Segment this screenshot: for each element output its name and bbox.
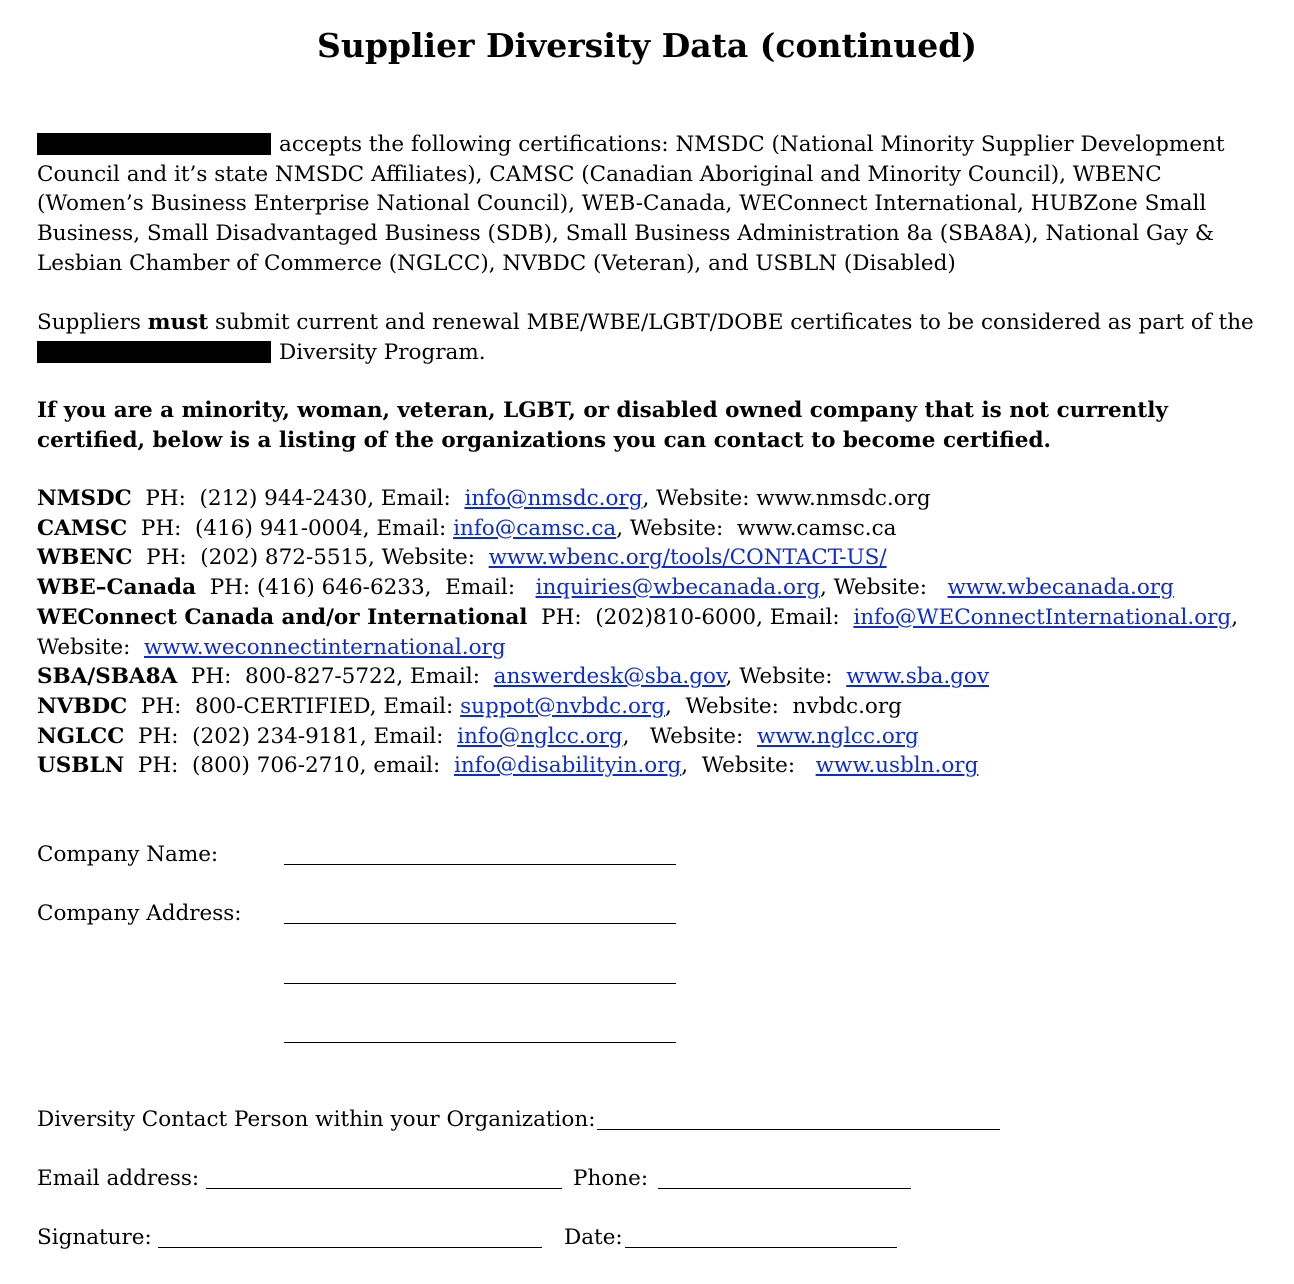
certifications-text: accepts the following certifications: NMSDC (National Minority Supplier Development Council and it’s state NMSDC Affiliates), CAMSC (Canadian Aboriginal and Minority Council), WBENC (Women’s Business Enterprise National Council), WEB-Canada, WEConnect International, HUBZone Small Business, Small Disadvantaged Business (SDB), Small Business Administration 8a (SBA8A), National Gay & Lesbian Chamber of Commerce (NGLCC), NVBDC (Veteran), and USBLN (Disabled) <box>37 132 1225 276</box>
org-nmsdc: NMSDC PH: (212) 944-2430, Email: info@nmsdc.org, Website: www.nmsdc.org <box>37 486 931 511</box>
phone-label: Phone: <box>573 1166 649 1191</box>
date-field[interactable] <box>625 1247 897 1248</box>
company-name-label: Company Name: <box>37 842 219 867</box>
org-weconnect-website: Website: www.weconnectinternational.org <box>37 634 506 660</box>
requirement-paragraph: Suppliers must submit current and renewal MBE/WBE/LGBT/DOBE certificates to be considered as part of the Diversity Program. <box>37 310 1254 365</box>
org-usbln: USBLN PH: (800) 706-2710, email: info@disabilityin.org, Website: www.usbln.org <box>37 753 979 779</box>
org-wbe-canada: WBE–Canada PH: (416) 646-6233, Email: inquiries@wbecanada.org, Website: www.wbecanada.org <box>37 575 1174 601</box>
company-address-field-3[interactable] <box>284 1042 676 1043</box>
usbln-email-link[interactable]: info@disabilityin.org <box>453 753 682 779</box>
nvbdc-email-link[interactable]: suppot@nvbdc.org <box>460 693 666 719</box>
wbecanada-website-link[interactable]: www.wbecanada.org <box>947 575 1174 601</box>
wbecanada-email-link[interactable]: inquiries@wbecanada.org <box>535 575 820 601</box>
org-sba: SBA/SBA8A PH: 800-827-5722, Email: answerdesk@sba.gov, Website: www.sba.gov <box>37 664 990 690</box>
weconnect-email-link[interactable]: info@WEConnectInternational.org <box>853 604 1232 630</box>
org-nvbdc: NVBDC PH: 800-CERTIFIED, Email: suppot@nvbdc.org, Website: nvbdc.org <box>37 693 902 719</box>
redacted-company-name <box>37 133 271 155</box>
company-name-field[interactable] <box>284 864 676 865</box>
signature-label: Signature: <box>37 1225 152 1250</box>
phone-field[interactable] <box>658 1188 911 1189</box>
sba-website-link[interactable]: www.sba.gov <box>846 664 990 690</box>
must-emphasis: must <box>147 310 209 335</box>
certification-note: If you are a minority, woman, veteran, LGBT, or disabled owned company that is not currently certified, below is a listing of the organizations you can contact to become certified. <box>37 398 1168 453</box>
email-label: Email address: <box>37 1166 200 1191</box>
nglcc-email-link[interactable]: info@nglcc.org <box>457 723 623 749</box>
company-address-label: Company Address: <box>37 901 242 926</box>
page-title: Supplier Diversity Data (continued) <box>317 26 977 65</box>
organization-list <box>37 484 1267 781</box>
wbenc-website-link[interactable]: www.wbenc.org/tools/CONTACT-US/ <box>488 545 887 571</box>
contact-person-label: Diversity Contact Person within your Organization: <box>37 1107 596 1132</box>
company-address-field-1[interactable] <box>284 923 676 924</box>
nglcc-website-link[interactable]: www.nglcc.org <box>756 723 919 749</box>
usbln-website-link[interactable]: www.usbln.org <box>815 753 979 779</box>
signature-field[interactable] <box>158 1247 542 1248</box>
contact-person-field[interactable] <box>597 1129 1000 1130</box>
camsc-email-link[interactable]: info@camsc.ca <box>453 515 617 541</box>
org-nglcc: NGLCC PH: (202) 234-9181, Email: info@nglcc.org, Website: www.nglcc.org <box>37 723 919 749</box>
redacted-program-name <box>37 341 271 363</box>
company-address-field-2[interactable] <box>284 983 676 984</box>
weconnect-website-link[interactable]: www.weconnectinternational.org <box>144 634 506 660</box>
date-label: Date: <box>564 1225 623 1250</box>
org-weconnect: WEConnect Canada and/or International PH: (202)810-6000, Email: info@WEConnectInternational.org, <box>37 604 1239 630</box>
email-field[interactable] <box>206 1188 562 1189</box>
sba-email-link[interactable]: answerdesk@sba.gov <box>493 664 726 690</box>
org-wbenc: WBENC PH: (202) 872-5515, Website: www.wbenc.org/tools/CONTACT-US/ <box>37 545 887 571</box>
nmsdc-email-link[interactable]: info@nmsdc.org <box>464 486 643 511</box>
org-camsc: CAMSC PH: (416) 941-0004, Email: info@camsc.ca, Website: www.camsc.ca <box>37 515 897 541</box>
certifications-paragraph <box>37 130 1242 279</box>
